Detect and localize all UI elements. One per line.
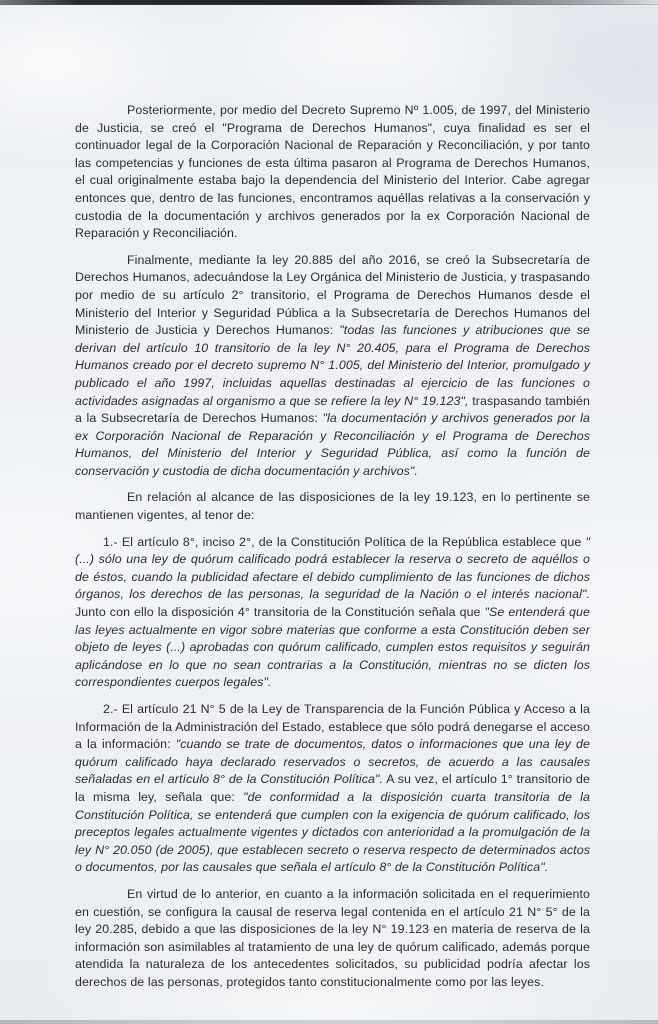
body-text: 2.- El artículo 21 N° 5 de la Ley de Transparencia de la Función Pública y Acceso a la Información de la Administración del Estado, establece que sólo podrá denegarse el acceso a la información:: [75, 702, 590, 752]
quoted-italic-text: "cuando se trate de documentos, datos o informaciones que una ley de quórum calificado haya declarado reservados o secretos, de acuerdo a las causales señaladas en el artículo 8° de la Constitución Política".: [75, 737, 590, 787]
body-text: En virtud de lo anterior, en cuanto a la información solicitada en el requerimiento en cuestión, se configura la causal de reserva legal contenida en el artículo 21 N° 5° de la ley 20.285, debido a que las disposiciones de la ley N° 19.123 en materia de reserva de la información son asimilables al tratamiento de una ley de quórum calificado, además porque atendida la naturaleza de los antecedentes solicitados, su publicidad podría afectar los derechos de las personas, protegidos tanto constitucionalmente como por las leyes.: [75, 886, 590, 989]
paragraph: [75, 534, 590, 692]
quoted-italic-text: "Se entenderá que las leyes actualmente en vigor sobre materias que conforme a esta Constitución deben ser objeto de leyes (...) aprobadas con quórum calificado, cumplen estos requisitos y seguirán aplicándose en lo que no sean contrarias a la Constitución, mientras no se dicten los correspondientes cuerpos legales".: [75, 605, 591, 690]
paragraph: [75, 886, 590, 992]
body-text: Junto con ello la disposición 4° transitoria de la Constitución señala que: [75, 605, 485, 620]
body-text: Finalmente, mediante la ley 20.885 del año 2016, se creó la Subsecretaría de Derechos Humanos, adecuándose la Ley Orgánica del Ministerio de Justicia, y traspasando por medio de su artículo 2° transitorio, el Programa de Derechos Humanos desde el Ministerio del Interior y Seguridad Pública a la Subsecretaría de Derechos Humanos del Ministerio de Justicia y Derechos Humanos:: [75, 252, 590, 338]
quoted-italic-text: "de conformidad a la disposición cuarta transitoria de la Constitución Política, se entenderá que cumplen con la exigencia de quórum calificado, los preceptos legales actualmente vigentes y dictados con anterioridad a la promulgación de la ley N° 20.050 (de 2005), que establecen secreto o reserva respecto de determinados actos o documentos, por las causales que señala el artículo 8° de la Constitución Política".: [75, 789, 590, 875]
body-text: En relación al alcance de las disposiciones de la ley 19.123, en lo pertinente se mantienen vigentes, al tenor de:: [75, 490, 590, 523]
paragraph: [75, 701, 590, 877]
paragraph: [75, 489, 590, 524]
body-text: A su vez, el artículo 1° transitorio de la misma ley, señala que:: [75, 772, 590, 804]
paragraph: [75, 102, 590, 243]
paragraph: [75, 252, 590, 481]
document-body: [75, 102, 590, 1001]
quoted-italic-text: "la documentación y archivos generados por la ex Corporación Nacional de Reparación y Reconciliación y el Programa de Derechos Humanos, del Ministerio del Interior y Seguridad Pública, así como la función de conservación y custodia de dicha documentación y archivos".: [75, 411, 590, 478]
scan-top-edge-artifact: [0, 0, 658, 5]
body-text: Posteriormente, por medio del Decreto Supremo Nº 1.005, de 1997, del Ministerio de Justicia, se creó el "Programa de Derechos Humanos", cuya finalidad es ser el continuador legal de la Corporación Nacional de Reparación y Reconciliación, y por tanto las competencias y funciones de esta última pasaron al Programa de Derechos Humanos, el cual originalmente estaba bajo la dependencia del Ministerio del Interior. Cabe agregar entonces que, dentro de las funciones, encontramos aquéllas relativas a la conservación y custodia de la documentación y archivos generados por la ex Corporación Nacional de Reparación y Reconciliación.: [75, 103, 590, 241]
scan-bottom-edge-artifact: [0, 1020, 658, 1024]
quoted-italic-text: "(...) sólo una ley de quórum calificado podrá establecer la reserva o secreto de aquéllos o de éstos, cuando la publicidad afectare el debido cumplimiento de las funciones de dichos órganos, los derechos de las personas, la seguridad de la Nación o el interés nacional".: [75, 534, 590, 602]
body-text: 1.- El artículo 8°, inciso 2°, de la Constitución Política de la República establece que: [103, 534, 586, 549]
quoted-italic-text: "todas las funciones y atribuciones que se derivan del artículo 10 transitorio de la ley N° 20.405, para el Programa de Derechos Humanos creado por el decreto supremo N° 1.005, del Ministerio del Interior, promulgado y publicado el año 1997, incluidas aquellas destinadas al ejercicio de las funciones o actividades asignadas al organismo a que se refiere la ley N° 19.123",: [75, 323, 590, 408]
body-text: traspasando también a la Subsecretaría de Derechos Humanos:: [75, 393, 590, 426]
